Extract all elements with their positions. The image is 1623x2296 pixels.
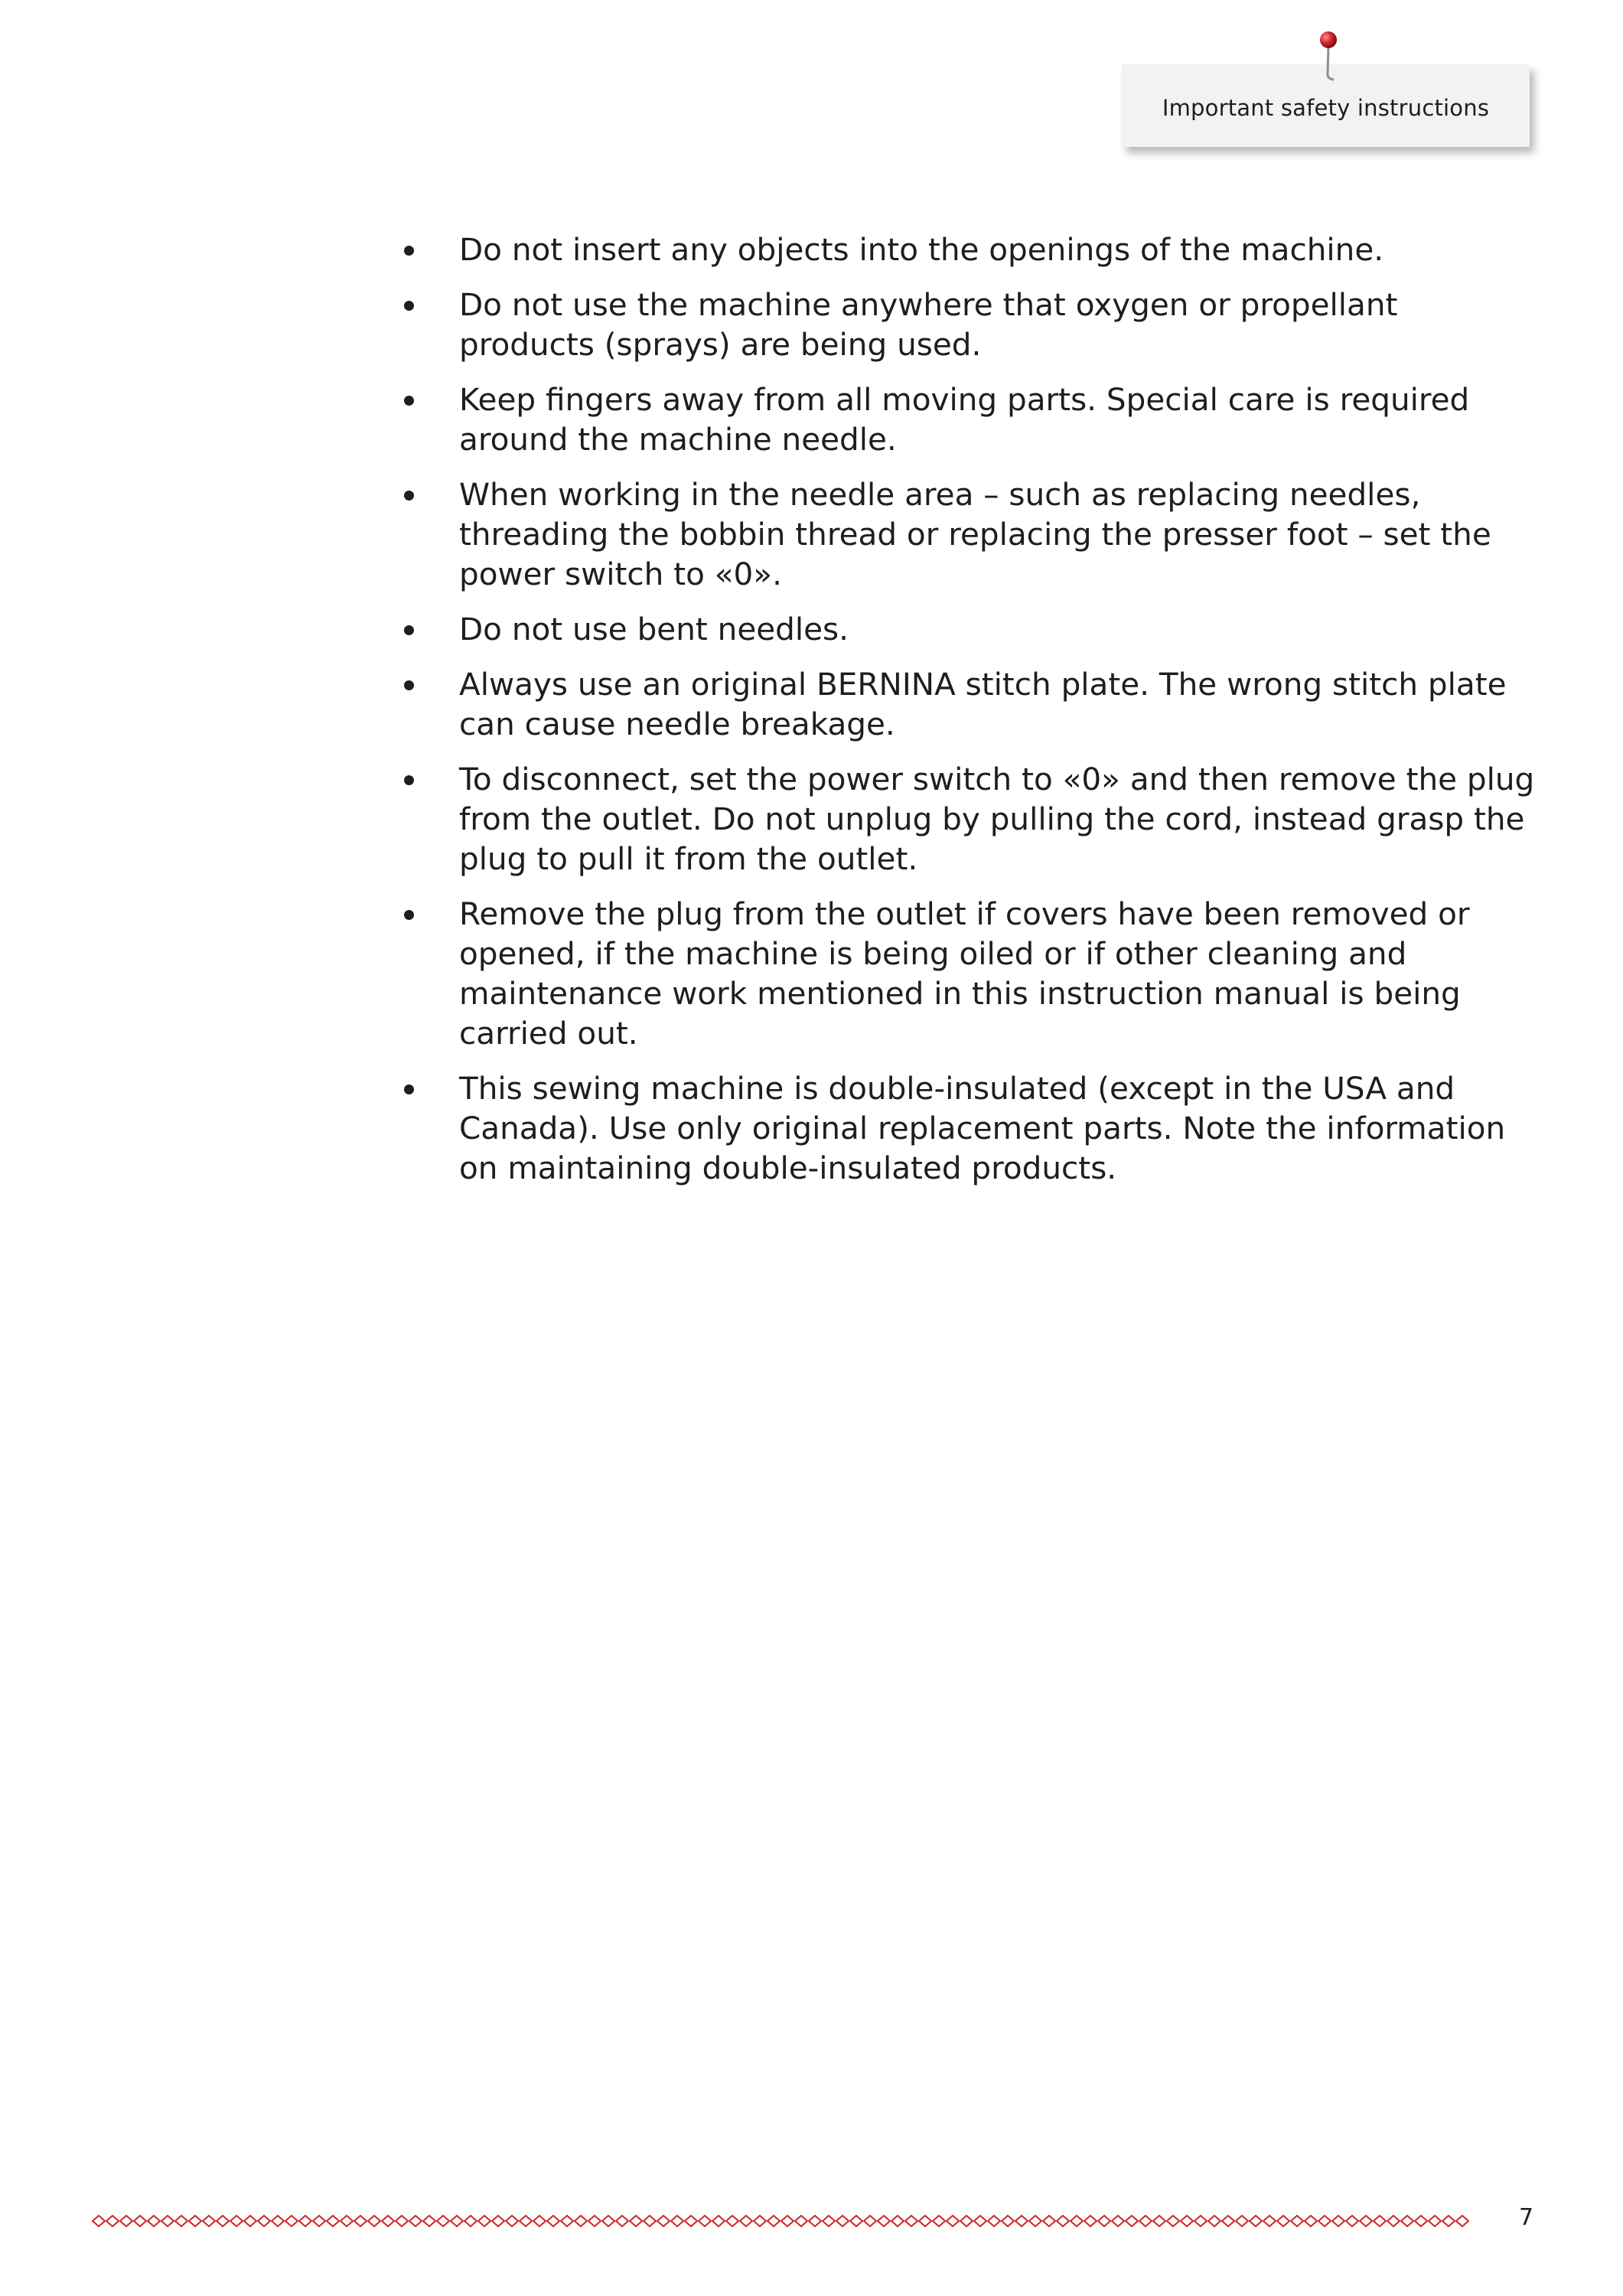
bullet-icon <box>404 301 414 311</box>
bullet-icon <box>404 775 414 785</box>
page-number: 7 <box>1519 2204 1534 2231</box>
bullet-icon <box>404 625 414 635</box>
pushpin-icon <box>1313 29 1344 83</box>
list-item-text: Do not use bent needles. <box>459 611 849 647</box>
list-item-text: Keep fingers away from all moving parts. Special care is required around the machine needle. <box>459 381 1470 458</box>
list-item-text: To disconnect, set the power switch to «0» and then remove the plug from the outlet. Do not unplug by pulling the cord, instead grasp the plug to pull it from the outlet. <box>459 761 1535 877</box>
list-item <box>398 664 1538 744</box>
bullet-icon <box>404 910 414 920</box>
list-item-text: When working in the needle area – such as replacing needles, threading the bobbin thread or replacing the presser foot – set the power switch to «0». <box>459 476 1491 592</box>
list-item-text: Do not insert any objects into the openings of the machine. <box>459 231 1384 268</box>
list-item-text: Remove the plug from the outlet if covers have been removed or opened, if the machine is being oiled or if other cleaning and maintenance work mentioned in this instruction manual is being carried out. <box>459 895 1470 1052</box>
list-item <box>398 285 1538 364</box>
safety-instructions <box>398 230 1538 1203</box>
list-item <box>398 380 1538 459</box>
list-item <box>398 894 1538 1053</box>
bullet-icon <box>404 396 414 406</box>
bullet-list <box>398 230 1538 1188</box>
list-item-text: Do not use the machine anywhere that oxygen or propellant products (sprays) are being used. <box>459 286 1398 363</box>
list-item <box>398 1068 1538 1188</box>
list-item <box>398 759 1538 879</box>
list-item <box>398 230 1538 269</box>
header-title: Important safety instructions <box>1162 95 1490 121</box>
list-item-text: Always use an original BERNINA stitch plate. The wrong stitch plate can cause needle breakage. <box>459 666 1507 742</box>
list-item <box>398 475 1538 594</box>
bullet-icon <box>404 246 414 256</box>
bullet-icon <box>404 1084 414 1094</box>
bullet-icon <box>404 680 414 690</box>
footer-stitch-border <box>92 2213 1469 2229</box>
bullet-icon <box>404 491 414 501</box>
list-item <box>398 609 1538 649</box>
list-item-text: This sewing machine is double-insulated (except in the USA and Canada). Use only original replacement parts. Note the information on maintaining double-insulated products. <box>459 1070 1506 1186</box>
